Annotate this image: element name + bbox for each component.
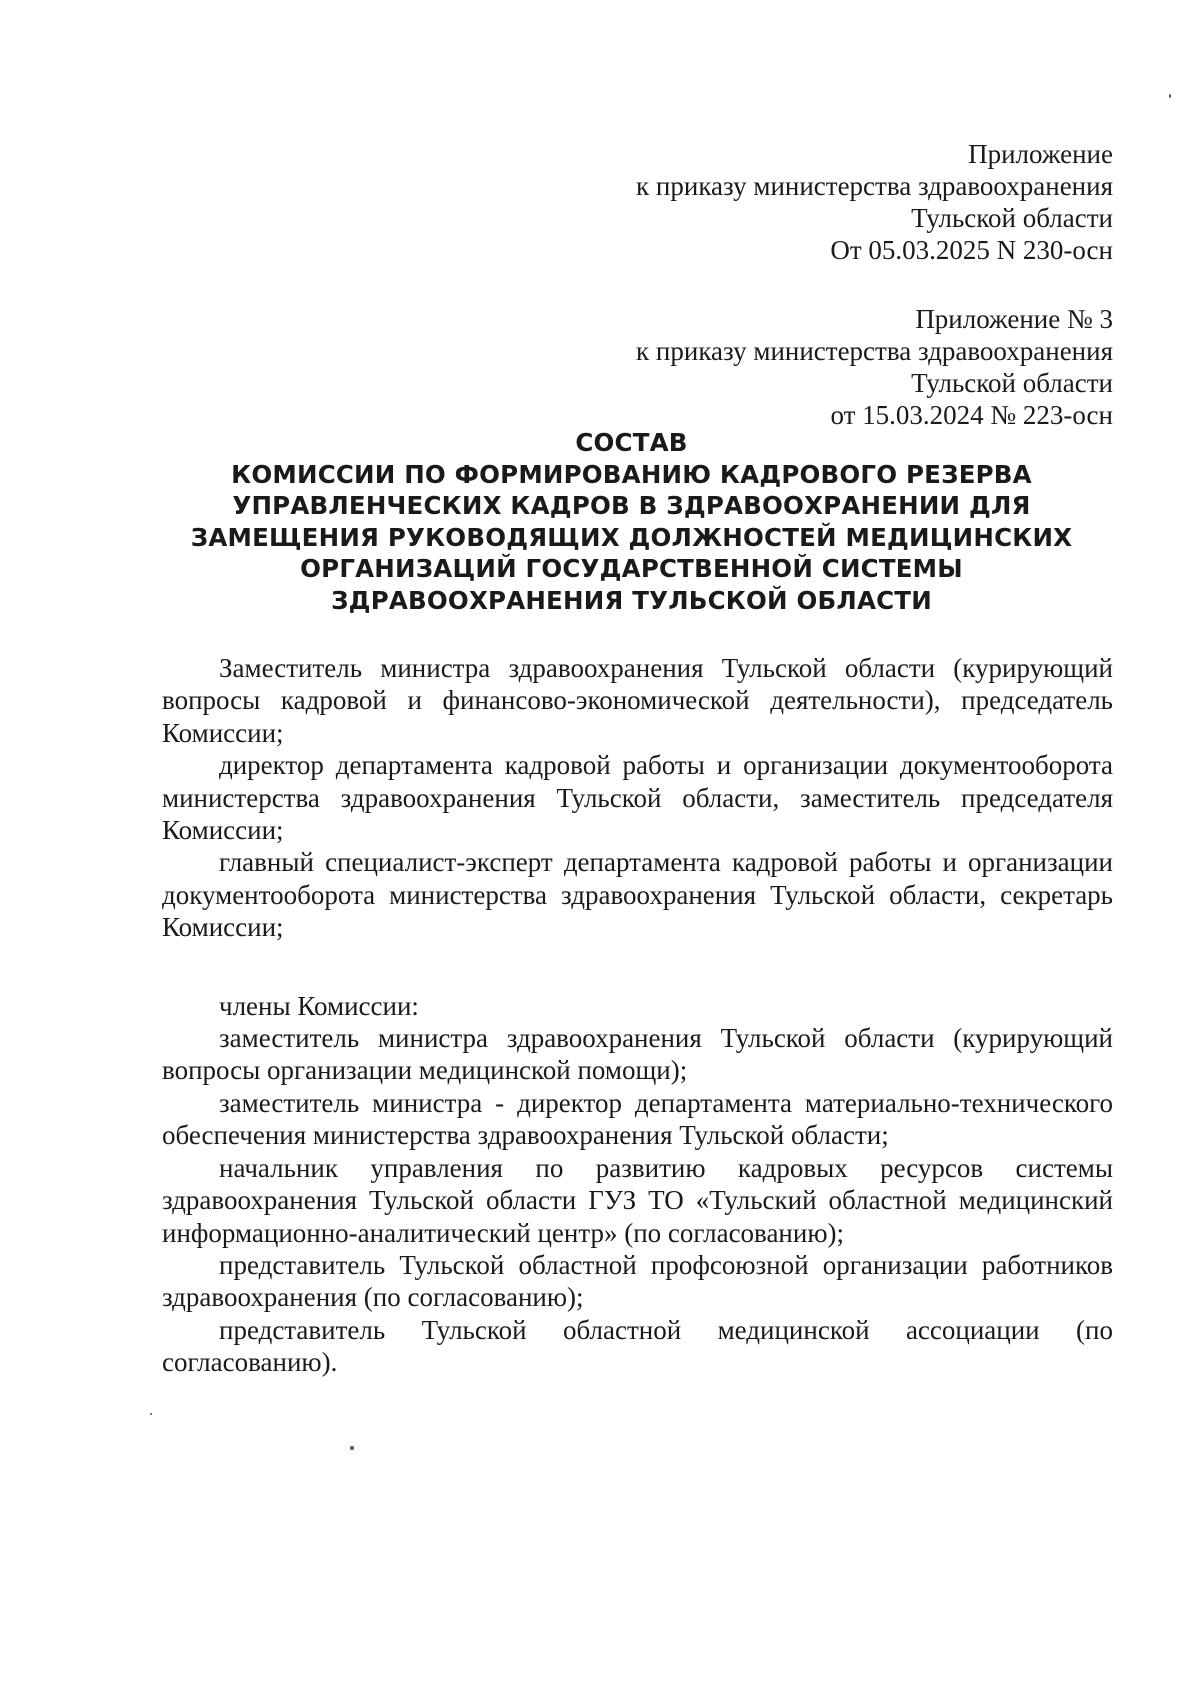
document-title xyxy=(150,427,1113,616)
commission-member: заместитель министра здравоохранения Тульской области (курирующий вопросы организации медицинской помощи); xyxy=(162,1023,1113,1086)
commission-deputy-chair: директор департамента кадровой работы и организации документооборота министерства здравоохранения Тульской области, заместитель председателя Комиссии; xyxy=(162,750,1113,846)
members-heading: члены Комиссии: xyxy=(219,990,419,1021)
scan-speck xyxy=(1169,94,1171,98)
commission-member: заместитель министра - директор департамента материально-технического обеспечения министерства здравоохранения Тульской области; xyxy=(162,1087,1113,1151)
section-spacer xyxy=(162,944,1113,990)
title-line: СОСТАВ xyxy=(575,428,688,457)
title-line: КОМИССИИ ПО ФОРМИРОВАНИЮ КАДРОВОГО РЕЗЕРВА xyxy=(231,459,1032,489)
appendix-3-header xyxy=(513,303,1113,431)
title-line: УПРАВЛЕНЧЕСКИХ КАДРОВ В ЗДРАВООХРАНЕНИИ ДЛЯ xyxy=(232,491,1031,520)
commission-chair: Заместитель министра здравоохранения Тульской области (курирующий вопросы кадровой и финансово-экономической деятельности), председатель Комиссии; xyxy=(162,653,1113,748)
commission-member: начальник управления по развитию кадровых ресурсов системы здравоохранения Тульской области ГУЗ ТО «Тульский областной медицинский информационно-аналитический центр» (по согласованию); xyxy=(162,1152,1113,1248)
appendix-header-line: Приложение xyxy=(968,139,1113,169)
appendix-header-line: От 05.03.2025 N 230-осн xyxy=(830,235,1113,265)
appendix-3-header-line: от 15.03.2024 № 223-осн xyxy=(830,400,1113,430)
scan-speck xyxy=(150,1413,152,1415)
appendix-3-header-line: Приложение № 3 xyxy=(915,304,1113,334)
commission-secretary: главный специалист-эксперт департамента кадровой работы и организации документооборота министерства здравоохранения Тульской области, секретарь Комиссии; xyxy=(162,847,1113,943)
title-line: ЗАМЕЩЕНИЯ РУКОВОДЯЩИХ ДОЛЖНОСТЕЙ МЕДИЦИНСКИХ xyxy=(190,522,1073,552)
title-line: ОРГАНИЗАЦИЙ ГОСУДАРСТВЕННОЙ СИСТЕМЫ xyxy=(300,554,963,583)
appendix-header-line: Тульской области xyxy=(911,203,1113,233)
appendix-header-line: к приказу министерства здравоохранения xyxy=(636,171,1113,201)
scan-speck xyxy=(350,1446,354,1450)
commission-member: представитель Тульской областной профсоюзной организации работников здравоохранения (по согласованию); xyxy=(162,1249,1113,1313)
document-body xyxy=(162,652,1113,1379)
title-line: ЗДРАВООХРАНЕНИЯ ТУЛЬСКОЙ ОБЛАСТИ xyxy=(331,585,932,615)
appendix-3-header-line: Тульской области xyxy=(911,368,1113,398)
appendix-3-header-line: к приказу министерства здравоохранения xyxy=(636,336,1113,366)
appendix-header xyxy=(513,138,1113,266)
commission-member: представитель Тульской областной медицинской ассоциации (по согласованию). xyxy=(162,1314,1113,1378)
